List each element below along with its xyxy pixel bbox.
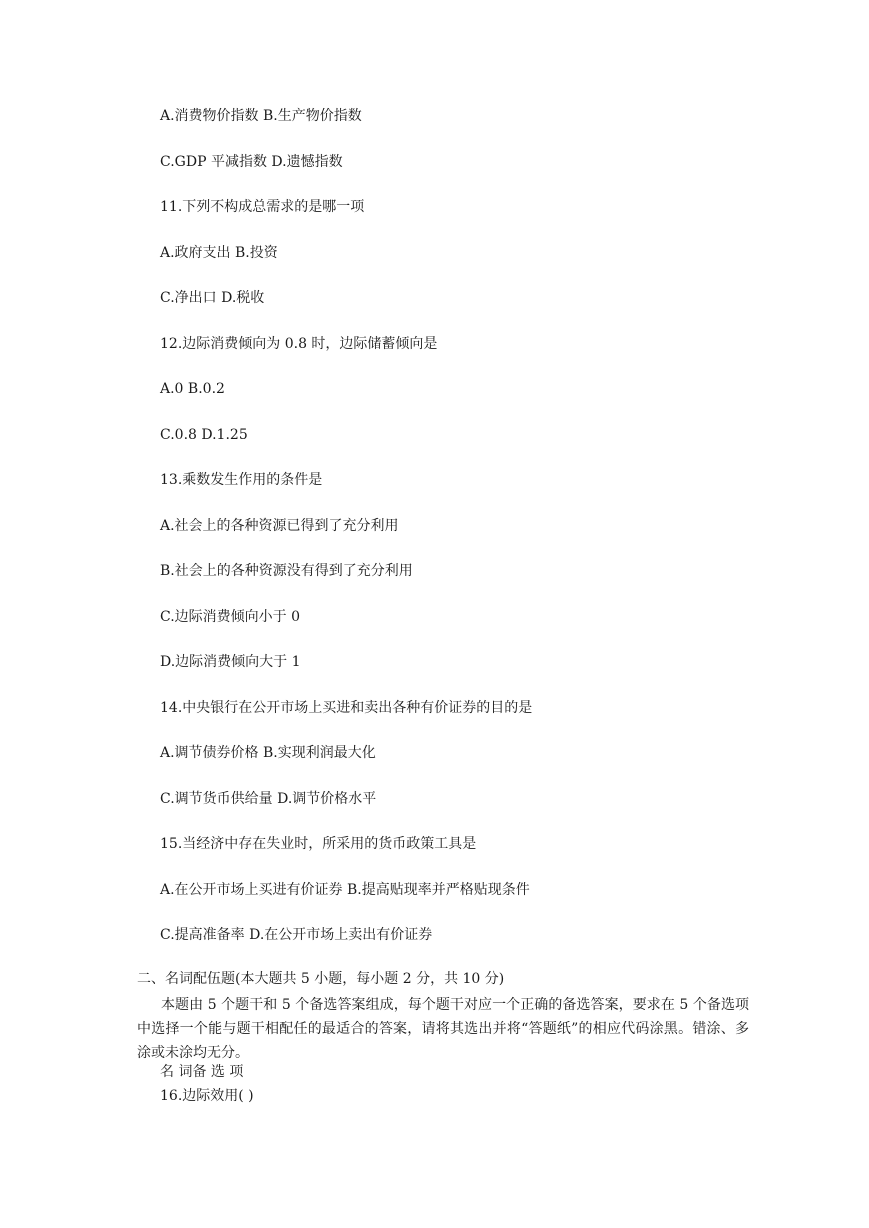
question-12: 12.边际消费倾向为 0.8 时，边际储蓄倾向是 bbox=[160, 336, 438, 352]
q14-options-a-b: A.调节债券价格 B.实现利润最大化 bbox=[160, 745, 376, 761]
option-line-c-d: C.GDP 平减指数 D.遗憾指数 bbox=[160, 154, 343, 170]
q12-options-a-b: A.0 B.0.2 bbox=[160, 381, 225, 397]
option-line-a-b: A.消费物价指数 B.生产物价指数 bbox=[160, 108, 362, 124]
section-2-heading: 二、名词配伍题(本大题共 5 小题，每小题 2 分，共 10 分) bbox=[137, 971, 505, 987]
q11-options-c-d: C.净出口 D.税收 bbox=[160, 290, 265, 306]
matching-header-row: 名 词备 选 项 bbox=[160, 1064, 244, 1080]
q13-option-c: C.边际消费倾向小于 0 bbox=[160, 609, 301, 625]
q13-option-d: D.边际消费倾向大于 1 bbox=[160, 654, 301, 670]
question-14: 14.中央银行在公开市场上买进和卖出各种有价证券的目的是 bbox=[160, 700, 533, 716]
q11-options-a-b: A.政府支出 B.投资 bbox=[160, 245, 278, 261]
q15-options-c-d: C.提高准备率 D.在公开市场上卖出有价证券 bbox=[160, 927, 433, 943]
question-11: 11.下列不构成总需求的是哪一项 bbox=[160, 199, 365, 215]
question-13: 13.乘数发生作用的条件是 bbox=[160, 472, 323, 488]
q14-options-c-d: C.调节货币供给量 D.调节价格水平 bbox=[160, 791, 377, 807]
question-16: 16.边际效用( ) bbox=[160, 1088, 254, 1104]
q15-options-a-b: A.在公开市场上买进有价证券 B.提高贴现率并严格贴现条件 bbox=[160, 882, 530, 898]
section-2-instructions: 本题由 5 个题干和 5 个备选答案组成，每个题干对应一个正确的备选答案，要求在 5 个备选项中选择一个能与题干相配任的最适合的答案，请将其选出并将“答题纸”的相应代码涂黑。错涂、多涂或未涂均无分。 bbox=[137, 997, 749, 1061]
q13-option-b: B.社会上的各种资源没有得到了充分利用 bbox=[160, 563, 413, 579]
q13-option-a: A.社会上的各种资源已得到了充分利用 bbox=[160, 518, 399, 534]
q12-options-c-d: C.0.8 D.1.25 bbox=[160, 427, 248, 443]
question-15: 15.当经济中存在失业时，所采用的货币政策工具是 bbox=[160, 836, 477, 852]
